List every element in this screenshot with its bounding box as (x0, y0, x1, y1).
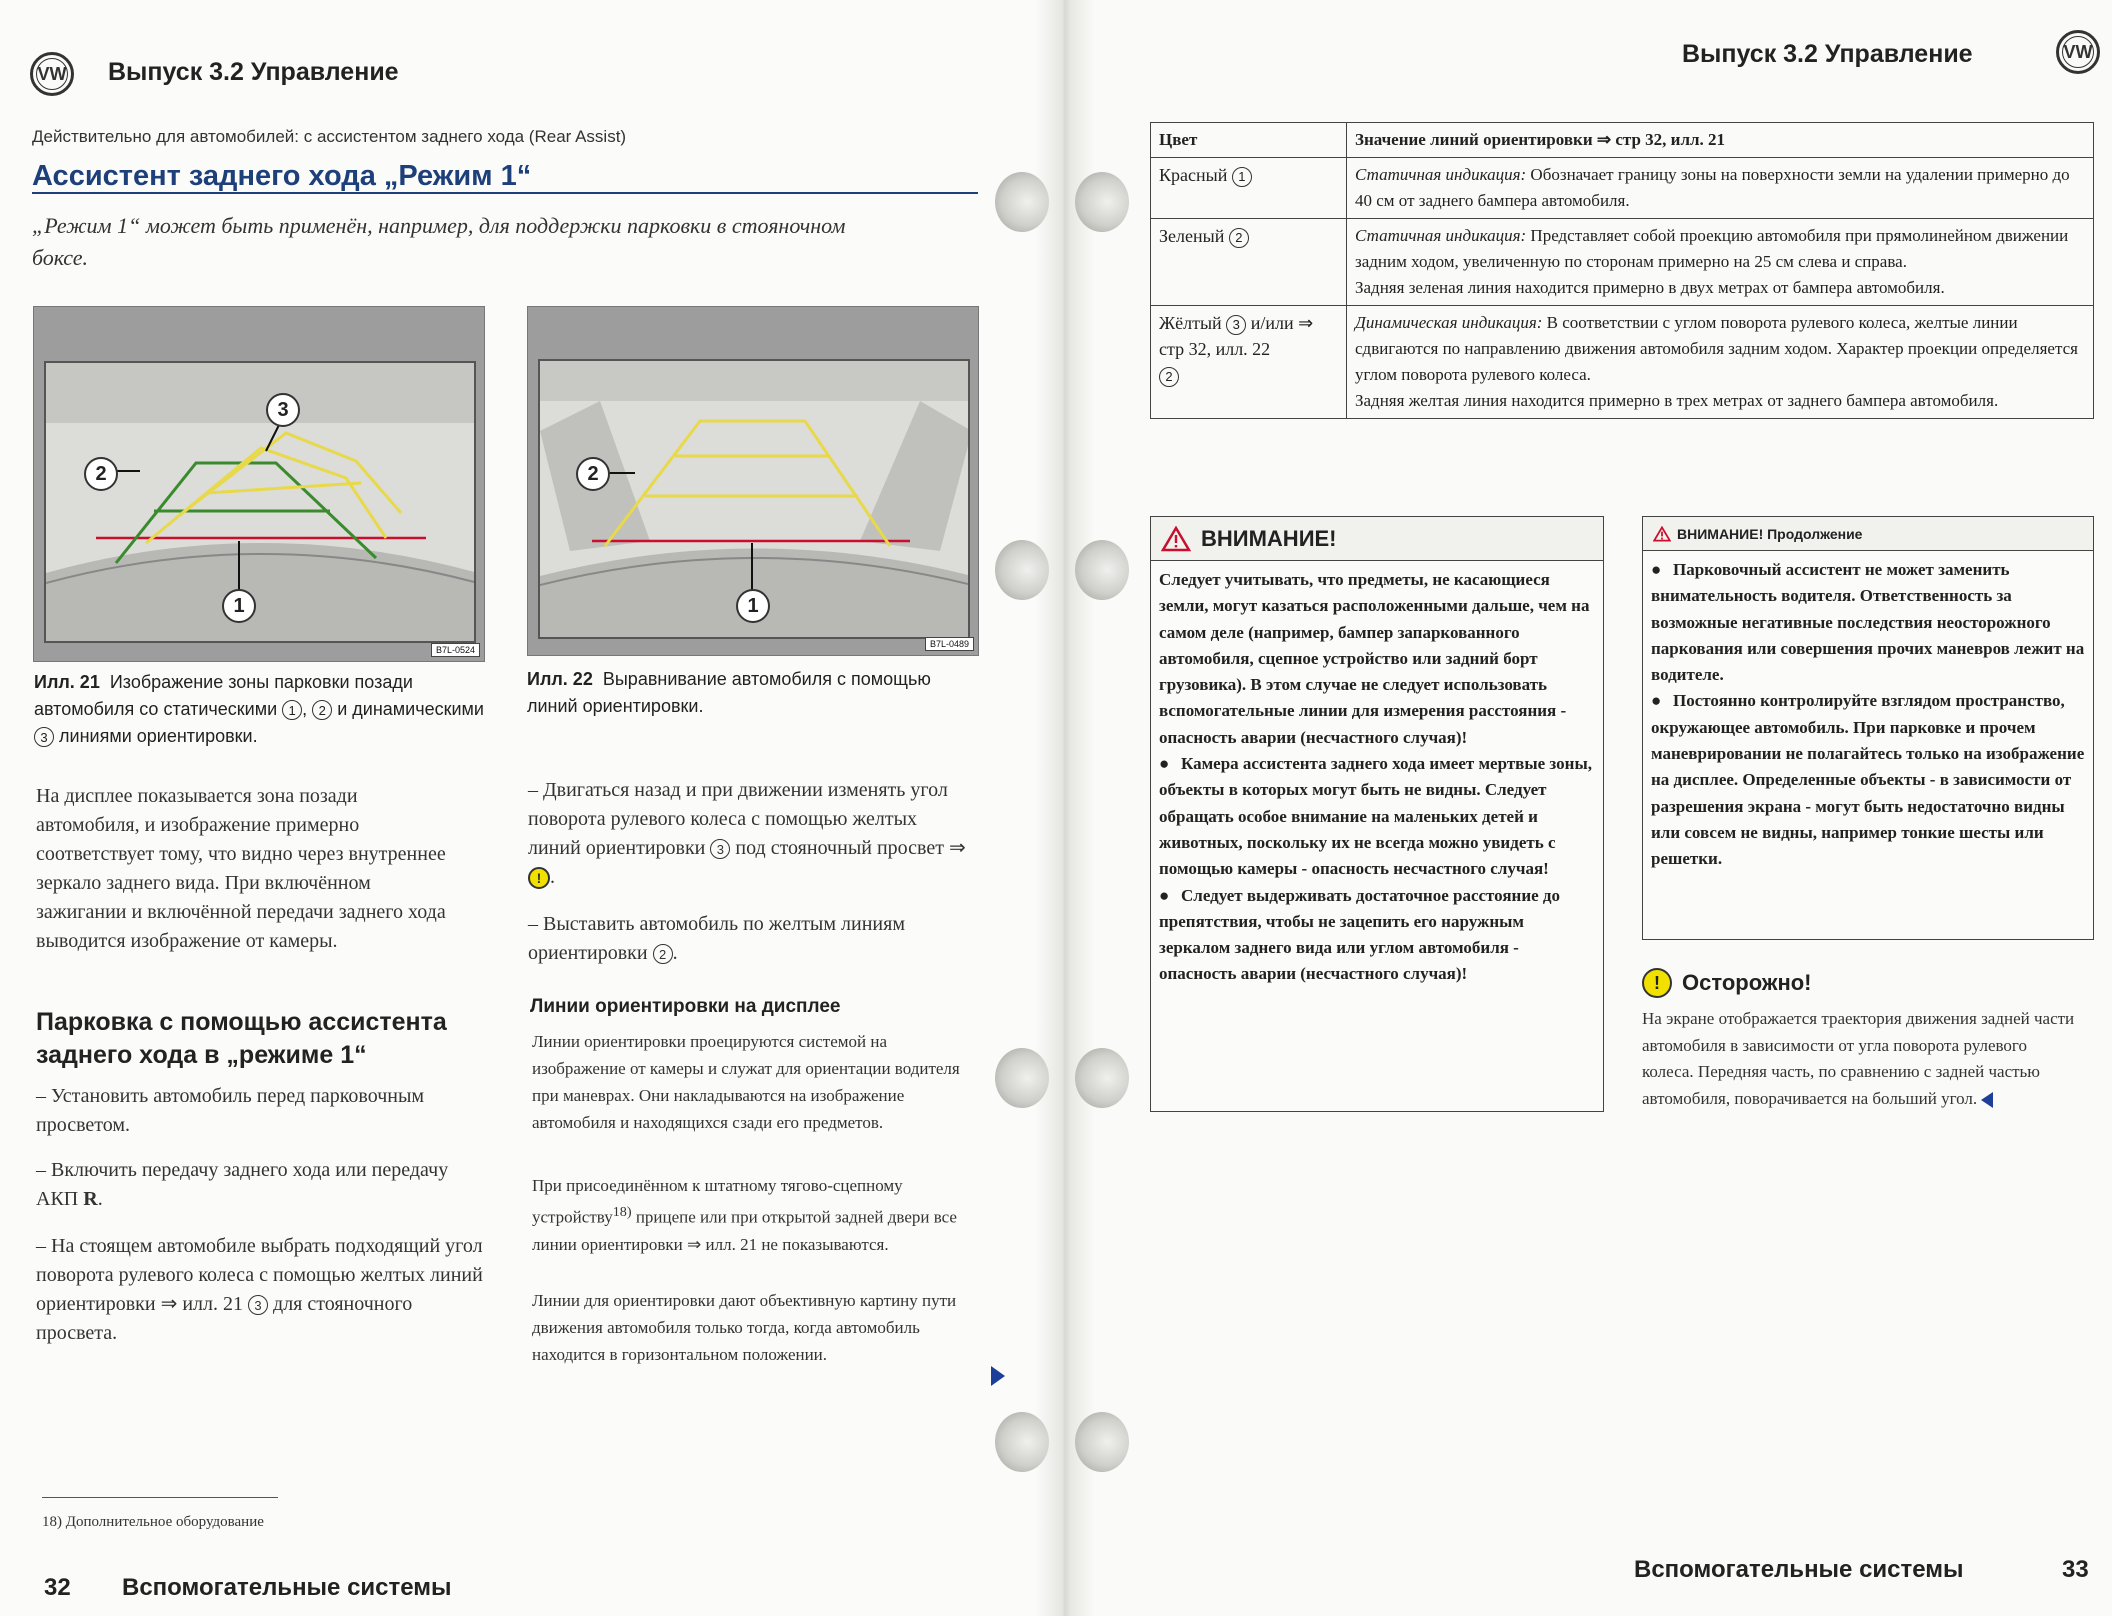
figure-21 (33, 306, 485, 662)
caution-ref-icon: ! (528, 867, 550, 889)
table-header-row (1151, 123, 2094, 158)
warning-bullet: ● Постоянно контролируйте взглядом пространство, окружающее автомобиль. При парковке и прочем маневрировании не полагайтесь только на изображение на дисплее. Определенные объекты - в зависимости от разрешения экрана - могут быть недостаточно видны или совсем не видны, например тонкие шесты или решетки. (1651, 691, 2085, 869)
step-4: – Двигаться назад и при движении изменять угол поворота рулевого колеса с помощью желтых линий ориентировки 3 под стояночный просвет ⇒ ! . (528, 779, 966, 888)
ref-circle-1: 1 (282, 700, 302, 720)
intro-text: „Режим 1“ может быть применён, например, для поддержки парковки в стояночном боксе. (32, 213, 846, 270)
warning-body: Следует учитывать, что предметы, не касающиеся земли, могут казаться расположенными дальше, чем на самом деле (например, бампер запаркованного автомобиля, сцепное устройство или задний борт грузовика). В этом случае не следует использовать вспомогательные линии для измерения расстояния - опасность аварии (несчастного случая)! ● Камера ассистента заднего хода имеет мертвые зоны, объекты в которых могут быть не видны. Следует обращать особое внимание на маленьких детей и животных, поскольку их не всегда можно увидеть с помощью камеры - опасность несчастного случая! ● Следует выдерживать достаточное расстояние до препятствия, чтобы не зацепить его наружным зеркалом заднего вида или углом автомобиля - опасность аварии (несчастного случая)! (1151, 561, 1603, 994)
page-gutter (1035, 0, 1095, 1616)
right-header-title: Выпуск 3.2 Управление (1682, 40, 1973, 68)
callout-2: 2 (576, 457, 610, 491)
parking-lines-graphic-21 (46, 363, 476, 643)
callout-1: 1 (736, 589, 770, 623)
caution-text: На экране отображается траектория движения задней части автомобиля в зависимости от угла поворота рулевого колеса. Передняя часть, по сравнению с задней частью автомобиля, поворачивается на больший угол. (1642, 1009, 2075, 1108)
step-3: – На стоящем автомобиле выбрать подходящий угол поворота рулевого колеса с помощью желтых линий ориентировки ⇒ илл. 21 3 для стояночного просвета. (36, 1235, 483, 1344)
ref-circle-3: 3 (248, 1295, 268, 1315)
table-cell-color: Красный 1 (1151, 158, 1347, 219)
parking-heading: Парковка с помощью ассистента заднего хода в „режиме 1“ (36, 1008, 447, 1069)
warning-box (1150, 516, 1604, 1112)
caution-title: ! Осторожно! (1642, 968, 1812, 998)
table-cell-color: Зеленый 2 (1151, 219, 1347, 306)
figure-21-caption: Илл. 21 Изображение зоны парковки позади автомобиля со статическими 1 , 2 и динамическими 3 линиями ориентировки. (34, 672, 484, 746)
table-cell-color: Жёлтый 3 и/или ⇒ стр 32, илл. 22 2 (1151, 306, 1347, 419)
continue-arrow-icon[interactable] (991, 1366, 1005, 1386)
binder-hole (1075, 172, 1129, 232)
warning-continued-body (1643, 551, 2093, 879)
camera-screen-22 (538, 359, 970, 639)
warning-header: ВНИМАНИЕ! (1151, 517, 1603, 561)
page-number-right: 33 (2062, 1556, 2089, 1583)
binder-hole (995, 1048, 1049, 1108)
binder-hole (995, 1412, 1049, 1472)
vw-logo-left: VW (30, 52, 74, 96)
lines-heading: Линии ориентировки на дисплее (530, 996, 841, 1017)
table-row-yellow (1151, 306, 2094, 419)
section-title: Ассистент заднего хода „Режим 1“ (32, 160, 532, 192)
ref-circle-3: 3 (34, 727, 54, 747)
binder-hole (1075, 540, 1129, 600)
binder-hole (1075, 1048, 1129, 1108)
footnote: 18) Дополнительное оборудование (42, 1514, 264, 1530)
warning-continued-header: ВНИМАНИЕ! Продолжение (1643, 517, 2093, 551)
paragraph-display: На дисплее показывается зона позади автомобиля, и изображение примерно соответствует тому, что видно через внутреннее зеркало заднего вида. При включённом зажигании и включённой передачи заднего хода выводится изображение от камеры. (36, 785, 446, 952)
footer-title-right: Вспомогательные системы (1634, 1556, 1964, 1583)
callout-2: 2 (84, 457, 118, 491)
binder-hole (995, 540, 1049, 600)
step-5: – Выставить автомобиль по желтым линиям ориентировки 2 . (528, 913, 905, 964)
table-cell-meaning: Статичная индикация: Обозначает границу зоны на поверхности земли на удалении примерно до 40 см от заднего бампера автомобиля. (1347, 158, 2094, 219)
table-header-meaning: Значение линий ориентировки ⇒ стр 32, илл. 21 (1347, 123, 2094, 158)
camera-screen-21 (44, 361, 476, 643)
warning-bullet: ● Парковочный ассистент не может заменить внимательность водителя. Ответственность за возможные негативные последствия неосторожного паркования или совершения прочих маневров лежит на водителе. (1651, 560, 2085, 685)
left-header-title: Выпуск 3.2 Управление (108, 58, 399, 86)
ref-circle-2: 2 (312, 700, 332, 720)
warning-bullet: ● Следует выдерживать достаточное расстояние до препятствия, чтобы не зацепить его наружным зеркалом заднего вида или углом автомобиля - опасность аварии (несчастного случая)! (1159, 885, 1561, 984)
section-rule (32, 192, 978, 194)
warning-triangle-icon (1161, 526, 1191, 552)
binder-hole (1075, 1412, 1129, 1472)
table-row-green (1151, 219, 2094, 306)
end-marker-icon (1981, 1092, 1993, 1108)
ref-circle-3: 3 (710, 839, 730, 859)
figure-code: B7L-0524 (431, 643, 480, 657)
warning-triangle-icon (1653, 526, 1671, 542)
validity-note: Действительно для автомобилей: с ассистентом заднего хода (Rear Assist) (32, 127, 627, 146)
page-number-left: 32 (44, 1574, 71, 1601)
figure-code: B7L-0489 (925, 637, 974, 651)
callout-1: 1 (222, 589, 256, 623)
step-1: – Установить автомобиль перед парковочным просветом. (36, 1085, 425, 1136)
warning-continued-box (1642, 516, 2094, 940)
binder-hole (995, 172, 1049, 232)
footnote-rule (42, 1497, 278, 1498)
lines-paragraph-2: При присоединённом к штатному тягово-сцепному устройству$^{18)}$ прицепе или при открытой задней двери все линии ориентировки ⇒ илл. 21 не показываются. (532, 1176, 957, 1254)
table-cell-meaning: Динамическая индикация: В соответствии с углом поворота рулевого колеса, желтые линии сдвигаются по направлению движения автомобиля задним ходом. Характер проекции определяется углом поворота рулевого колеса. Задняя желтая линия находится примерно в трех метрах от заднего бампера автомобиля. (1347, 306, 2094, 419)
footer-title-left: Вспомогательные системы (122, 1574, 452, 1601)
table-header-color: Цвет (1151, 123, 1347, 158)
warning-bullet: ● Камера ассистента заднего хода имеет мертвые зоны, объекты в которых могут быть не видны. Следует обращать особое внимание на маленьких детей и животных, поскольку их не всегда можно увидеть с помощью камеры - опасность несчастного случая! (1159, 754, 1592, 879)
figure-22-caption: Илл. 22 Выравнивание автомобиля с помощью линий ориентировки. (527, 669, 931, 716)
line-legend-table (1150, 122, 2094, 419)
figure-22 (527, 306, 979, 656)
vw-logo-right: VW (2056, 30, 2100, 74)
lines-paragraph-1: Линии ориентировки проецируются системой на изображение от камеры и служат для ориентации водителя при маневрах. Они накладываются на изображение автомобиля и находящихся сзади его предметов. (532, 1032, 960, 1132)
callout-3: 3 (266, 393, 300, 427)
step-2: – Включить передачу заднего хода или передачу АКП R. (36, 1159, 449, 1210)
table-row-red (1151, 158, 2094, 219)
ref-circle-2: 2 (653, 944, 673, 964)
lines-paragraph-3: Линии для ориентировки дают объективную картину пути движения автомобиля только тогда, когда автомобиль находится в горизонтальном положении. (532, 1291, 957, 1364)
caution-icon: ! (1642, 968, 1672, 998)
table-cell-meaning: Статичная индикация: Представляет собой проекцию автомобиля при прямолинейном движении задним ходом, увеличенную по сторонам примерно на 25 см слева и справа. Задняя зеленая линия находится примерно в двух метрах от бампера автомобиля. (1347, 219, 2094, 306)
